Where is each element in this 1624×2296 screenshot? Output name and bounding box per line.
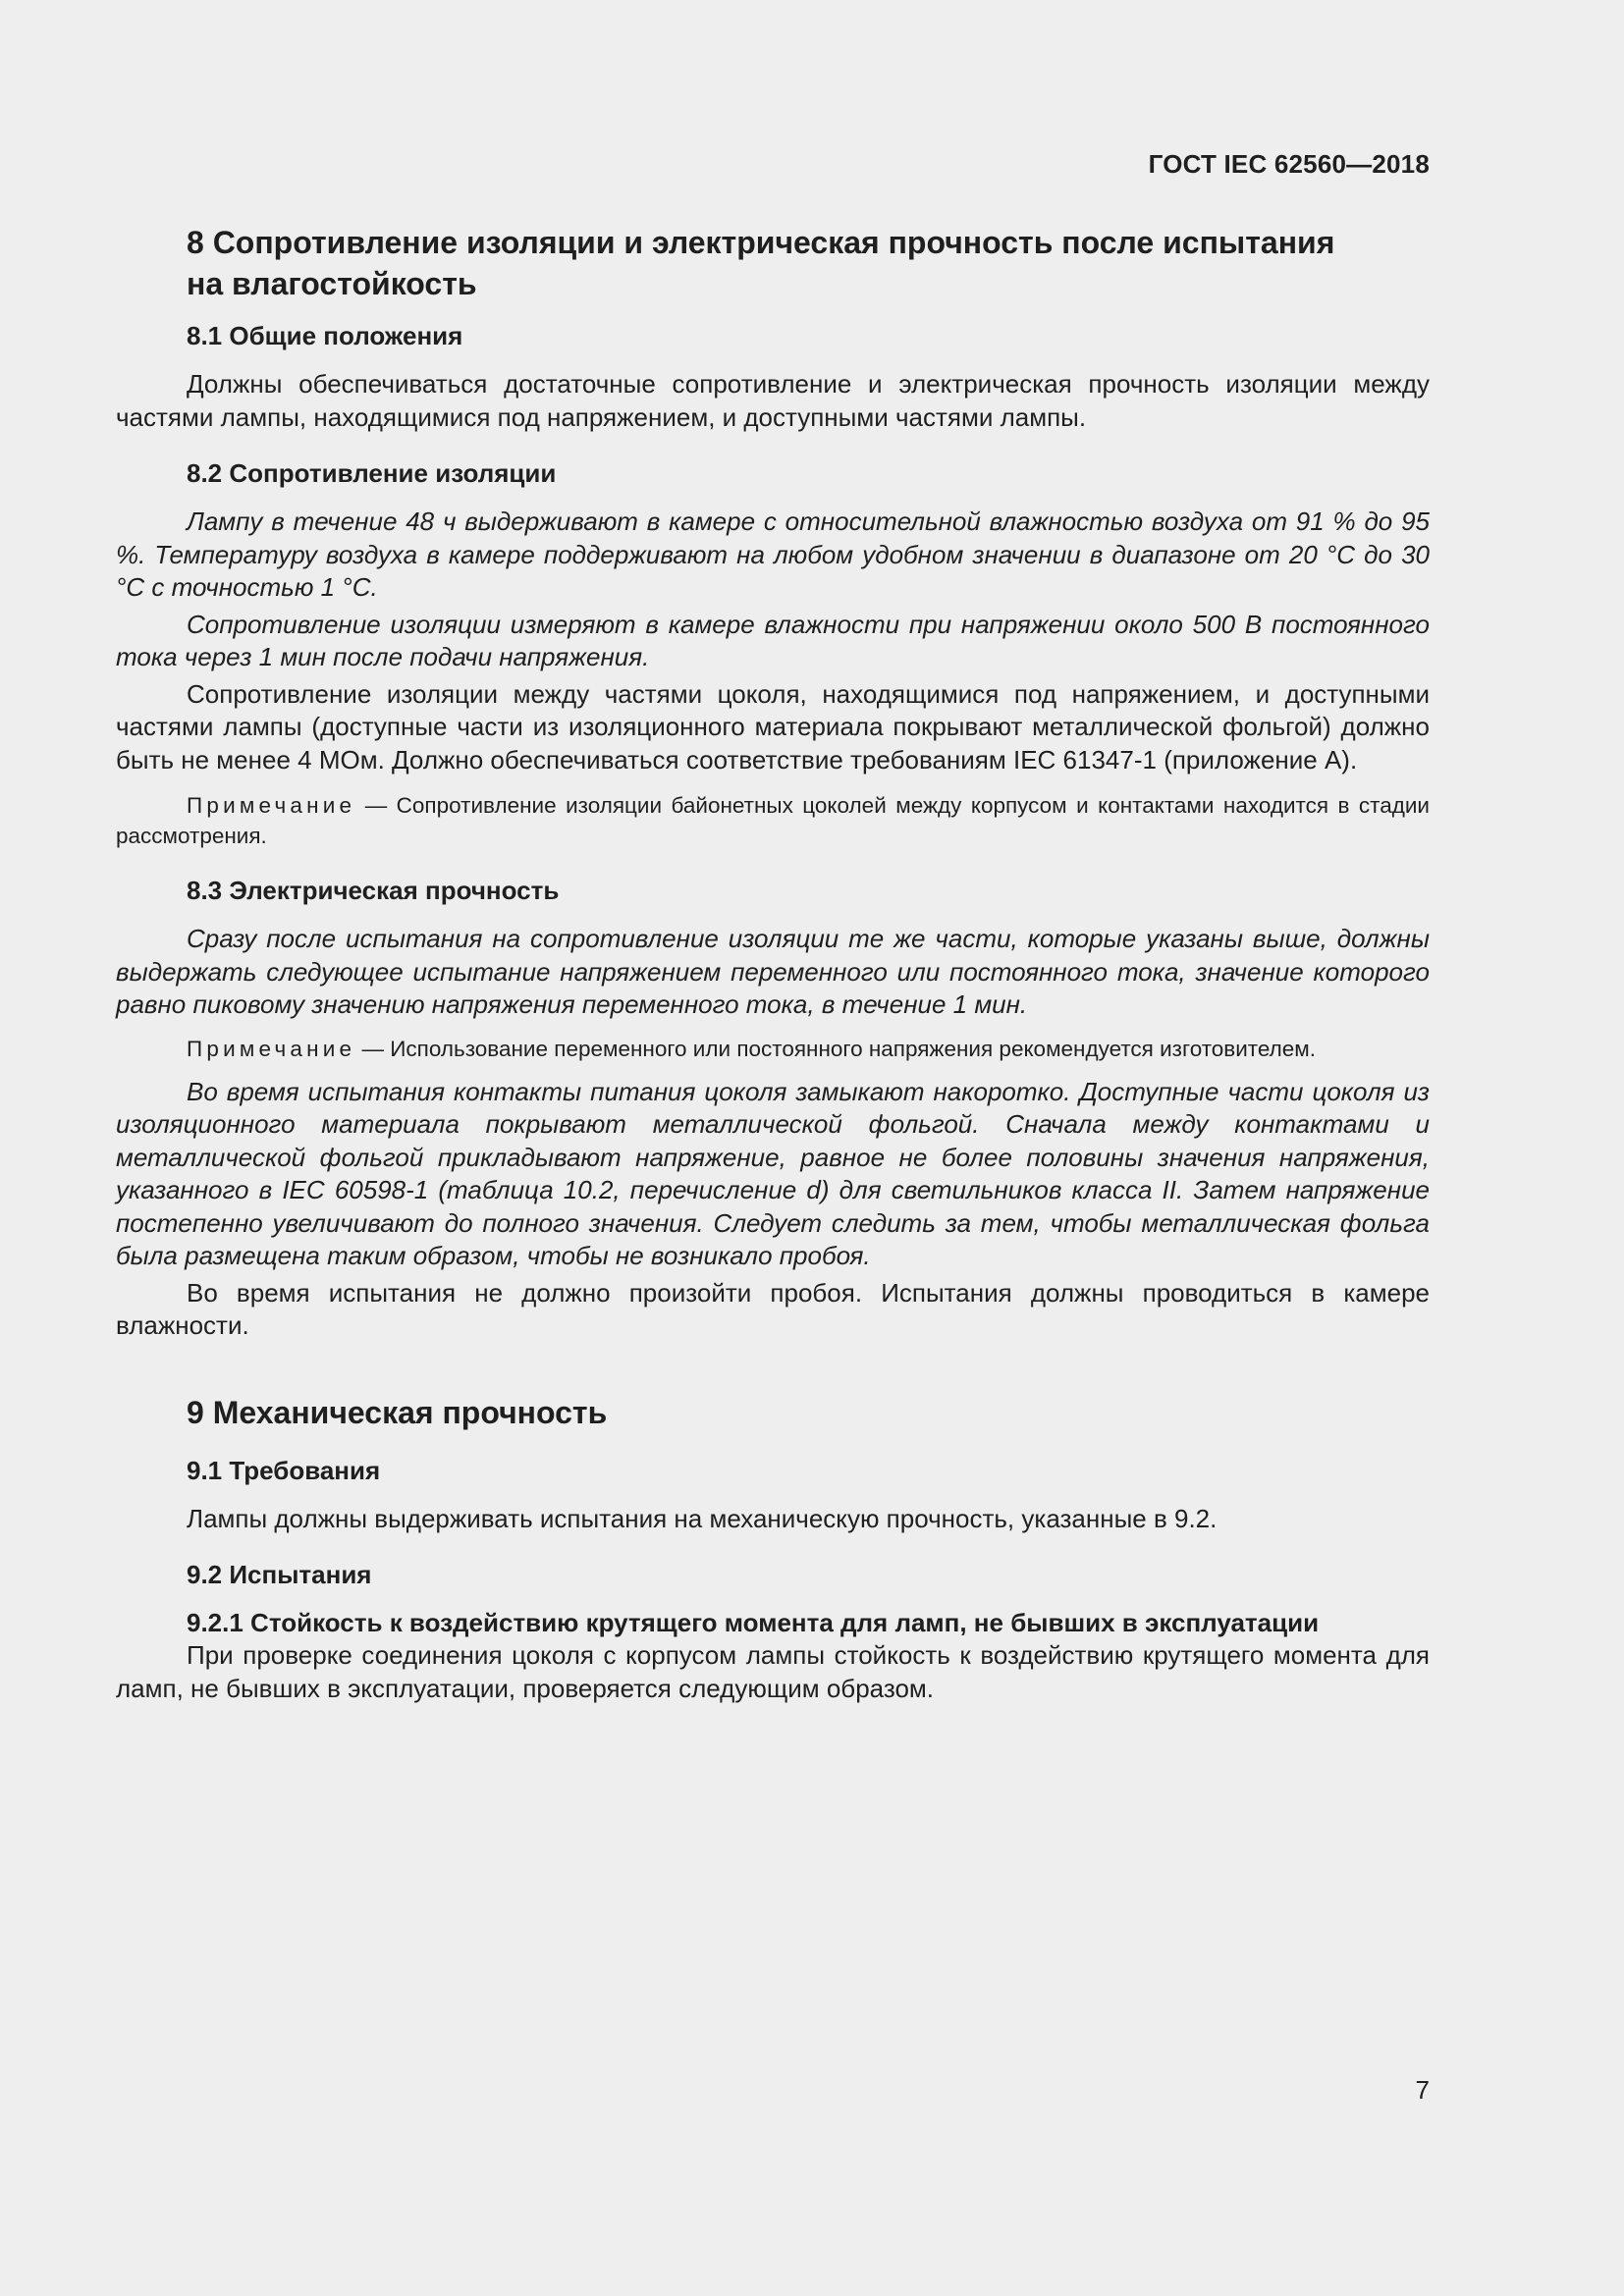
section-8-title [187, 222, 1430, 304]
heading-8-1: 8.1 Общие положения [187, 321, 463, 350]
note-label: Примечание [187, 1036, 356, 1061]
section-8-title-line2: на влагостойкость [187, 266, 477, 301]
section-8-title-line1: 8 Сопротивление изоляции и электрическая прочность после испытания [187, 225, 1335, 260]
heading-9-1: 9.1 Требования [187, 1455, 381, 1485]
section-9-title: 9 Механическая прочность [187, 1394, 608, 1430]
heading-9-2-1: 9.2.1 Стойкость к воздействию крутящего момента для ламп, не бывших в эксплуатации [187, 1608, 1320, 1637]
paragraph-9-2-1: При проверке соединения цоколя с корпусом лампы стойкость к воздействию крутящего момента для ламп, не бывших в эксплуатации, проверяется следующим образом. [116, 1640, 1430, 1703]
note-8-2 [116, 790, 1430, 851]
paragraph-8-1: Должны обеспечиваться достаточные сопротивление и электрическая прочность изоляции между частями лампы, находящимися под напряжением, и доступными частями лампы. [116, 369, 1430, 432]
note-text: — Сопротивление изоляции байонетных цоколей между корпусом и контактами находится в стадии рассмотрения. [116, 793, 1430, 848]
paragraph-8-3-2: Во время испытания контакты питания цоколя замыкают накоротко. Доступные части цоколя из изоляционного материала покрывают металлической фольгой. Сначала между контактами и металлической фольгой прикладывают напряжение, равное не более половины значения напряжения, указанного в IEC 60598-1 (таблица 10.2, перечисление d) для светильников класса II. Затем напряжение постепенно увеличивают до полного значения. Следует следить за тем, чтобы металлическая фольга была размещена таким образом, чтобы не возникало пробоя. [116, 1076, 1430, 1270]
document-code: ГОСТ IEC 62560—2018 [1148, 149, 1430, 179]
paragraph-8-3-1: Сразу после испытания на сопротивление изоляции те же части, которые указаны выше, должны выдержать следующее испытание напряжением переменного или постоянного тока, значение которого равно пиковому значению напряжения переменного тока, в течение 1 мин. [116, 924, 1430, 1019]
page-number: 7 [1415, 2075, 1430, 2105]
note-8-3 [116, 1034, 1430, 1064]
heading-8-3: 8.3 Электрическая прочность [187, 876, 560, 905]
paragraph-8-2-3: Сопротивление изоляции между частями цоколя, находящимися под напряжением, и доступными частями лампы (доступные части из изоляционного материала покрывают металлической фольгой) должно быть не менее 4 МОм. Должно обеспечиваться соответствие требованиям IEC 61347-1 (приложение А). [116, 678, 1430, 774]
page-content [116, 222, 1430, 1705]
note-text: — Использование переменного или постоянного напряжения рекомендуется изготовителем. [355, 1036, 1316, 1061]
paragraph-8-2-1: Лампу в течение 48 ч выдерживают в камере с относительной влажностью воздуха от 91 % до 95 %. Температуру воздуха в камере поддерживают на любом удобном значении в диапазоне от 20 °С до 30 °С с точностью 1 °С. [116, 507, 1430, 602]
note-label: Примечание [187, 793, 356, 818]
paragraph-8-2-2: Сопротивление изоляции измеряют в камере влажности при напряжении около 500 В постоянного тока через 1 мин после подачи напряжения. [116, 609, 1430, 671]
paragraph-8-3-3: Во время испытания не должно произойти пробоя. Испытания должны проводиться в камере влажности. [116, 1277, 1430, 1340]
heading-8-2: 8.2 Сопротивление изоляции [187, 458, 557, 488]
paragraph-9-1: Лампы должны выдерживать испытания на механическую прочность, указанные в 9.2. [187, 1503, 1218, 1533]
heading-9-2: 9.2 Испытания [187, 1560, 372, 1589]
